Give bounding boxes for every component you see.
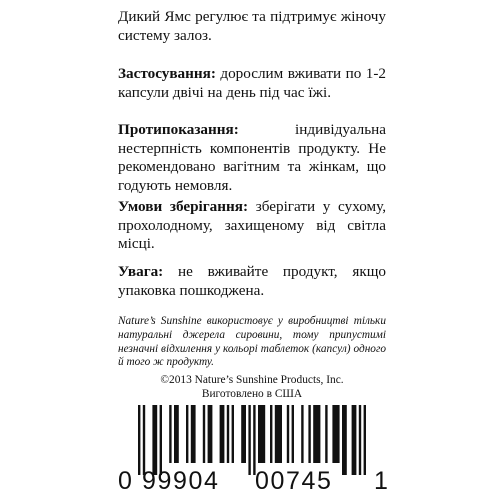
barcode-bar — [332, 405, 339, 463]
usage-heading: Застосування: — [118, 65, 216, 82]
barcode-bar — [169, 405, 171, 463]
barcode-bar — [258, 405, 265, 463]
made-in-text: Виготовлено в США — [201, 387, 303, 400]
raw-material-note: Nature’s Sunshine використовує у виробництві тільки натуральні джерела сировини, тому припустимі незначні відхилення у кольорі таблеток (капсул) одного й того ж продукту. — [118, 315, 386, 369]
barcode-bar — [275, 405, 282, 463]
barcode-bar — [232, 405, 234, 463]
barcode-bar — [227, 405, 229, 463]
barcode-bar — [203, 405, 205, 463]
barcode-bar — [208, 405, 213, 463]
contraindications-heading: Протипоказання: — [118, 121, 239, 138]
barcode-left-group: 99904 — [142, 467, 220, 495]
contraindications-text: індивідуальна нестерпність компонентів продукту. Не рекомендовано вагітним та жінкам, що годують немовля. — [118, 121, 386, 194]
intro-paragraph — [118, 8, 386, 45]
barcode-check-digit: 1 — [374, 467, 388, 495]
barcode-right-group: 00745 — [255, 467, 333, 495]
barcode-bar — [325, 405, 327, 463]
storage-text: зберігати у сухому, прохолодному, захищеному від світла місці. — [118, 198, 386, 253]
usage-text: дорослим вживати по 1-2 капсули двічі на день під час їжі. — [118, 65, 386, 101]
barcode-bar — [292, 405, 294, 463]
barcode-system-digit: 0 — [118, 467, 132, 495]
barcode-bar — [287, 405, 289, 463]
warning-paragraph — [118, 263, 386, 300]
storage-paragraph — [118, 198, 386, 254]
copyright-text: ©2013 Nature’s Sunshine Products, Inc. — [160, 374, 344, 386]
storage-heading: Умови зберігання: — [118, 198, 249, 215]
warning-heading: Увага: — [118, 263, 164, 280]
barcode-bar — [241, 405, 246, 463]
intro-text: Дикий Ямс регулює та підтримує жіночу систему залоз. — [118, 8, 386, 44]
usage-paragraph — [118, 65, 386, 102]
barcode-bar — [313, 405, 320, 463]
barcode-bar — [301, 405, 303, 463]
barcode-bar — [174, 405, 179, 463]
barcode-bar — [270, 405, 272, 463]
footer-info — [118, 374, 386, 401]
barcode-bar — [191, 405, 196, 463]
warning-text: не вживайте продукт, якщо упаковка пошкоджена. — [118, 263, 386, 299]
barcode-bar — [220, 405, 225, 463]
barcode-bar — [308, 405, 310, 463]
contraindications-paragraph — [118, 121, 386, 195]
barcode-digits — [118, 464, 386, 498]
barcode-bar — [186, 405, 188, 463]
